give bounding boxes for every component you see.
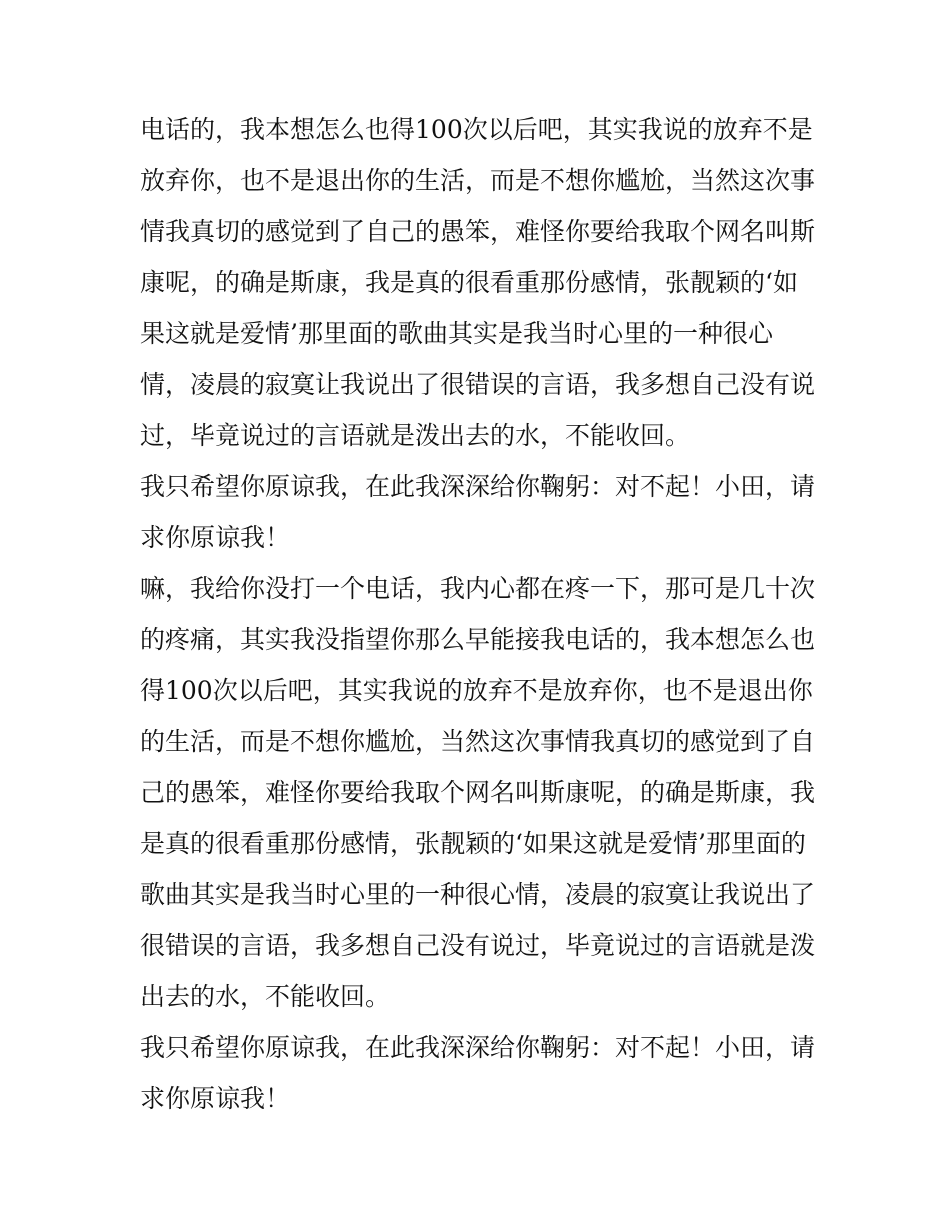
text-line: 歌曲其实是我当时心里的一种很心情，凌晨的寂寞让我说出了 <box>140 880 816 909</box>
text-line: 我只希望你原谅我，在此我深深给你鞠躬：对不起！小田，请 <box>140 472 816 501</box>
text-line: 的生活，而是不想你尴尬，当然这次事情我真切的感觉到了自 <box>140 727 816 756</box>
text-line: 我只希望你原谅我，在此我深深给你鞠躬：对不起！小田，请 <box>140 1033 816 1062</box>
text-line: 得100次以后吧，其实我说的放弃不是放弃你，也不是退出你 <box>140 676 813 705</box>
text-line: 嘛，我给你没打一个电话，我内心都在疼一下，那可是几十次 <box>140 574 816 603</box>
text-line: 康呢，的确是斯康，我是真的很看重那份感情，张靓颖的‘如 <box>140 268 798 297</box>
text-line: 果这就是爱情’那里面的歌曲其实是我当时心里的一种很心 <box>140 319 773 348</box>
text-line: 放弃你，也不是退出你的生活，而是不想你尴尬，当然这次事 <box>140 166 816 195</box>
text-line: 情我真切的感觉到了自己的愚笨，难怪你要给我取个网名叫斯 <box>140 217 816 246</box>
text-line: 出去的水，不能收回。 <box>140 982 391 1011</box>
text-line: 过，毕竟说过的言语就是泼出去的水，不能收回。 <box>140 421 691 450</box>
text-line: 求你原谅我！ <box>140 523 291 552</box>
text-line: 是真的很看重那份感情，张靓颖的‘如果这就是爱情’那里面的 <box>140 829 806 858</box>
text-line: 很错误的言语，我多想自己没有说过，毕竟说过的言语就是泼 <box>140 931 816 960</box>
text-line: 的疼痛，其实我没指望你那么早能接我电话的，我本想怎么也 <box>140 625 816 654</box>
text-line: 情，凌晨的寂寞让我说出了很错误的言语，我多想自己没有说 <box>140 370 816 399</box>
body-text <box>140 104 820 1124</box>
text-line: 电话的，我本想怎么也得100次以后吧，其实我说的放弃不是 <box>140 115 813 144</box>
text-line: 求你原谅我！ <box>140 1084 291 1113</box>
text-line: 己的愚笨，难怪你要给我取个网名叫斯康呢，的确是斯康，我 <box>140 778 816 807</box>
